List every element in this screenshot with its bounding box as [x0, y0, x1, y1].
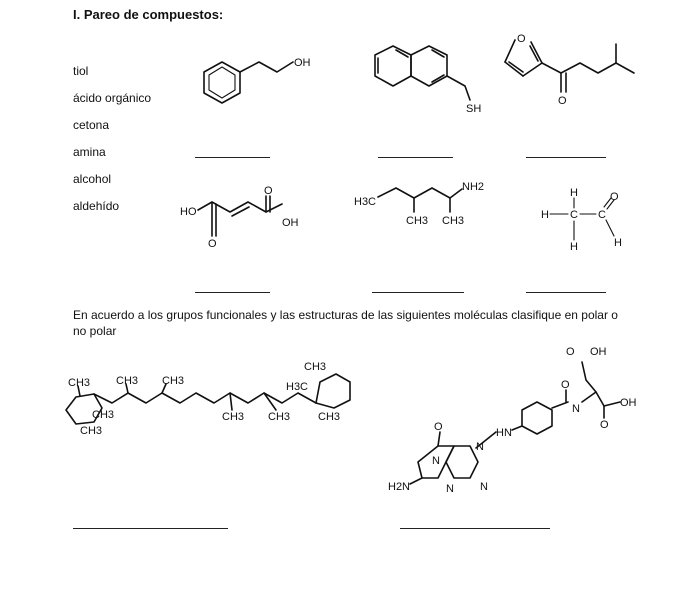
label-folic-n-2: N: [480, 481, 488, 493]
label-folic-o-1: O: [566, 346, 575, 358]
label-folic-nh: N: [572, 403, 580, 415]
polarity-question: En acuerdo a los grupos funcionales y las estructuras de las siguientes moléculas clasifique en polar o no polar: [73, 308, 618, 338]
molecule-furyl-ketone: [505, 33, 634, 107]
label-acid-o-2: O: [264, 185, 273, 197]
group-label-tiol: tiol: [73, 64, 89, 78]
label-ch3-chain-3: CH3: [222, 411, 245, 423]
label-folic-n-3: N: [432, 455, 440, 467]
section-title: I. Pareo de compuestos:: [73, 7, 224, 22]
molecule-naphthylmethanethiol: [375, 46, 481, 115]
molecule-dicarboxylic-acid: [180, 185, 299, 250]
label-oh: OH: [294, 57, 311, 69]
group-label-alcohol: alcohol: [73, 172, 112, 186]
label-sh: SH: [466, 103, 482, 115]
label-ch3-ring2-top: CH3: [304, 361, 327, 373]
label-nh2: NH2: [462, 181, 485, 193]
label-ch3-a: CH3: [406, 215, 429, 227]
label-c-2: C: [598, 209, 606, 221]
label-ch3-ring1-b: CH3: [80, 425, 103, 437]
group-label-amina: amina: [73, 145, 106, 159]
molecule-phenylethanol: [204, 57, 311, 103]
label-h-left: H: [541, 209, 549, 221]
label-folic-oh-1: OH: [590, 346, 607, 358]
label-oh-acid: OH: [282, 217, 299, 229]
molecule-acetaldehyde: [541, 187, 622, 253]
label-ch3-ring1-top: CH3: [68, 377, 91, 389]
label-folic-hn: HN: [496, 427, 512, 439]
label-h3c-ring2: H3C: [286, 381, 309, 393]
label-folic-n-4: N: [446, 483, 454, 495]
label-c-1: C: [570, 209, 578, 221]
label-ch3-chain-1: CH3: [116, 375, 139, 387]
group-label-cetona: cetona: [73, 118, 110, 132]
label-ch3-chain-4: CH3: [268, 411, 291, 423]
label-aldehyde-o: O: [610, 191, 619, 203]
label-ho: HO: [180, 206, 197, 218]
label-ketone-o: O: [558, 95, 567, 107]
label-ch3-ring1-a: CH3: [92, 409, 115, 421]
label-ch3-ring2-bottom: CH3: [318, 411, 341, 423]
label-h3c: H3C: [354, 196, 377, 208]
label-ch3-b: CH3: [442, 215, 465, 227]
group-label-aldehido: aldehído: [73, 199, 120, 213]
label-h-top: H: [570, 187, 578, 199]
label-h-bottom: H: [570, 241, 578, 253]
label-folic-o-4: O: [434, 421, 443, 433]
label-ch3-chain-2: CH3: [162, 375, 185, 387]
label-acid-o-1: O: [208, 238, 217, 250]
label-folic-n-1: N: [476, 441, 484, 453]
molecule-carotene: [66, 361, 350, 437]
group-label-acido-organico: ácido orgánico: [73, 91, 152, 105]
molecule-folic-acid: [388, 346, 637, 495]
label-folic-h2n: H2N: [388, 481, 411, 493]
label-folic-oh-2: OH: [620, 397, 637, 409]
molecule-amine: [354, 181, 484, 227]
label-folic-o-3: O: [561, 379, 570, 391]
label-folic-o-2: O: [600, 419, 609, 431]
label-h-right: H: [614, 237, 622, 249]
label-furan-o: O: [517, 33, 526, 45]
